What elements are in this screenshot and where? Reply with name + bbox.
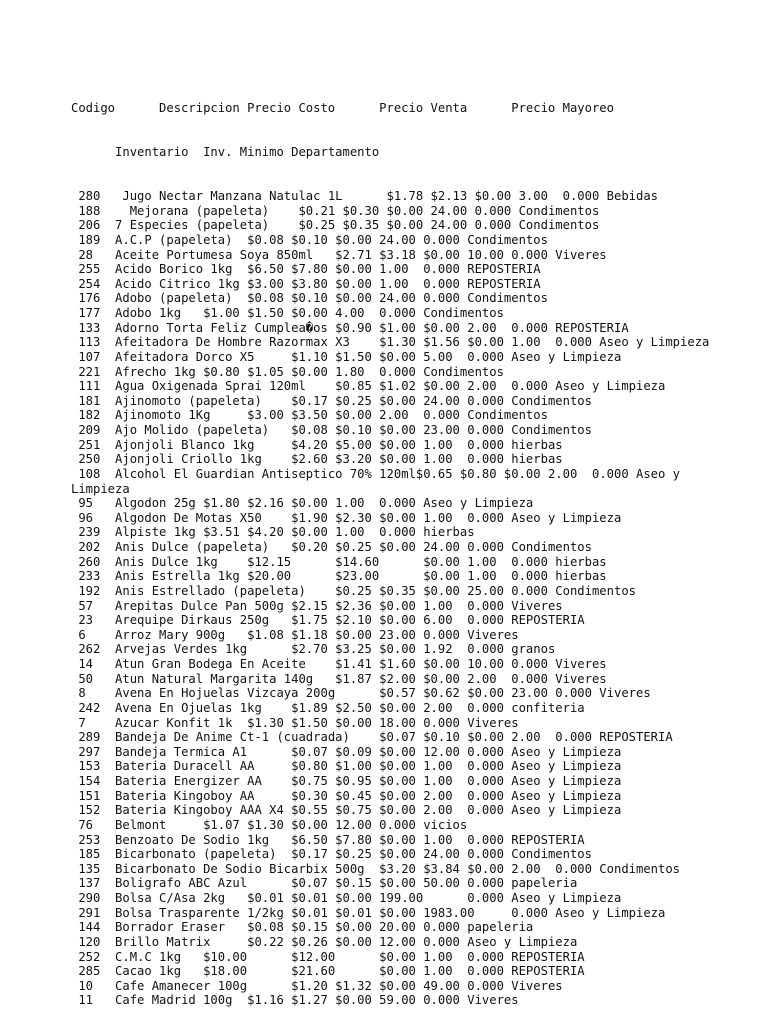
table-row: 153 Bateria Duracell AA $0.80 $1.00 $0.00 1.00 0.000 Aseo y Limpieza (71, 759, 622, 774)
table-row: 253 Benzoato De Sodio 1kg $6.50 $7.80 $0.00 1.00 0.000 REPOSTERIA (71, 832, 585, 847)
table-row: 144 Borrador Eraser $0.08 $0.15 $0.00 20.00 0.000 papeleria (71, 920, 534, 935)
table-row: 14 Atun Gran Bodega En Aceite $1.41 $1.60 $0.00 10.00 0.000 Viveres (71, 657, 607, 671)
table-row: 113 Afeitadora De Hombre Razormax X3 $1.30 $1.56 $0.00 1.00 0.000 Aseo y Limpieza (71, 335, 710, 350)
table-row: 177 Adobo 1kg $1.00 $1.50 $0.00 4.00 0.000 Condimentos (71, 306, 504, 320)
table-row: 181 Ajinomoto (papeleta) $0.17 $0.25 $0.00 24.00 0.000 Condimentos (71, 393, 592, 408)
table-row: 151 Bateria Kingoboy AA $0.30 $0.45 $0.00 2.00 0.000 Aseo y Limpieza (71, 788, 622, 803)
table-row: 152 Bateria Kingoboy AAA X4 $0.55 $0.75 $0.00 2.00 0.000 Aseo y Limpieza (71, 803, 622, 818)
table-row: 262 Arvejas Verdes 1kg $2.70 $3.25 $0.00 1.92 0.000 granos (71, 642, 556, 657)
table-row: 133 Adorno Torta Feliz Cumplea�os $0.90 $1.00 $0.00 2.00 0.000 REPOSTERIA (71, 320, 629, 335)
table-row: 192 Anis Estrellado (papeleta) $0.25 $0.35 $0.00 25.00 0.000 Condimentos (71, 583, 636, 598)
table-row: 250 Ajonjoli Criollo 1kg $2.60 $3.20 $0.00 1.00 0.000 hierbas (71, 452, 563, 467)
table-row: 95 Algodon 25g $1.80 $2.16 $0.00 1.00 0.000 Aseo y Limpieza (71, 496, 534, 511)
table-row: 182 Ajinomoto 1Kg $3.00 $3.50 $0.00 2.00 0.000 Condimentos (71, 408, 548, 423)
table-row: 252 C.M.C 1kg $10.00 $12.00 $0.00 1.00 0.000 REPOSTERIA (71, 949, 585, 964)
table-row: 23 Arequipe Dirkaus 250g $1.75 $2.10 $0.00 6.00 0.000 REPOSTERIA (71, 613, 585, 628)
table-row: 239 Alpiste 1kg $3.51 $4.20 $0.00 1.00 0.000 hierbas (71, 525, 475, 540)
table-row: 202 Anis Dulce (papeleta) $0.20 $0.25 $0.00 24.00 0.000 Condimentos (71, 540, 592, 554)
table-row: 188 Mejorana (papeleta) $0.21 $0.30 $0.00 24.00 0.000 Condimentos (71, 203, 600, 218)
column-header-line: Codigo Descripcion Precio Costo Precio Venta Precio Mayoreo (71, 101, 614, 116)
table-row: 189 A.C.P (papeleta) $0.08 $0.10 $0.00 24.00 0.000 Condimentos (71, 232, 548, 247)
table-row: 254 Acido Citrico 1kg $3.00 $3.80 $0.00 1.00 0.000 REPOSTERIA (71, 276, 541, 291)
table-row: 108 Alcohol El Guardian Antiseptico 70% 120ml$0.65 $0.80 $0.00 2.00 0.000 Aseo y Limpieza (71, 466, 688, 496)
table-row: 111 Agua Oxigenada Sprai 120ml $0.85 $1.02 $0.00 2.00 0.000 Aseo y Limpieza (71, 379, 666, 394)
table-row: 209 Ajo Molido (papeleta) $0.08 $0.10 $0.00 23.00 0.000 Condimentos (71, 423, 592, 437)
table-row: 107 Afeitadora Dorco X5 $1.10 $1.50 $0.00 5.00 0.000 Aseo y Limpieza (71, 349, 622, 364)
table-row: 76 Belmont $1.07 $1.30 $0.00 12.00 0.000 vicios (71, 817, 468, 832)
table-row: 120 Brillo Matrix $0.22 $0.26 $0.00 12.00 0.000 Aseo y Limpieza (71, 934, 578, 949)
table-row: 6 Arroz Mary 900g $1.08 $1.18 $0.00 23.00 0.000 Viveres (71, 627, 519, 642)
table-row: 10 Cafe Amanecer 100g $1.20 $1.32 $0.00 49.00 0.000 Viveres (71, 978, 563, 993)
inventory-listing (71, 72, 711, 1023)
table-row: 7 Azucar Konfit 1k $1.30 $1.50 $0.00 18.00 0.000 Viveres (71, 715, 519, 730)
table-row: 154 Bateria Energizer AA $0.75 $0.95 $0.00 1.00 0.000 Aseo y Limpieza (71, 774, 622, 788)
table-row: 57 Arepitas Dulce Pan 500g $2.15 $2.36 $0.00 1.00 0.000 Viveres (71, 598, 563, 613)
table-row: 280 Jugo Nectar Manzana Natulac 1L $1.78 $2.13 $0.00 3.00 0.000 Bebidas (71, 189, 659, 203)
table-row: 8 Avena En Hojuelas Vizcaya 200g $0.57 $0.62 $0.00 23.00 0.000 Viveres (71, 686, 651, 701)
table-row: 176 Adobo (papeleta) $0.08 $0.10 $0.00 24.00 0.000 Condimentos (71, 291, 548, 306)
inventory-rows (71, 189, 711, 1008)
table-row: 233 Anis Estrella 1kg $20.00 $23.00 $0.00 1.00 0.000 hierbas (71, 569, 607, 584)
column-header-line-2: Inventario Inv. Minimo Departamento (71, 145, 380, 160)
table-row: 260 Anis Dulce 1kg $12.15 $14.60 $0.00 1.00 0.000 hierbas (71, 554, 607, 569)
table-row: 289 Bandeja De Anime Ct-1 (cuadrada) $0.07 $0.10 $0.00 2.00 0.000 REPOSTERIA (71, 730, 673, 745)
table-row: 255 Acido Borico 1kg $6.50 $7.80 $0.00 1.00 0.000 REPOSTERIA (71, 262, 541, 277)
table-row: 96 Algodon De Motas X50 $1.90 $2.30 $0.00 1.00 0.000 Aseo y Limpieza (71, 510, 622, 525)
table-row: 290 Bolsa C/Asa 2kg $0.01 $0.01 $0.00 199.00 0.000 Aseo y Limpieza (71, 891, 622, 905)
table-row: 242 Avena En Ojuelas 1kg $1.89 $2.50 $0.00 2.00 0.000 confiteria (71, 700, 585, 715)
table-row: 137 Boligrafo ABC Azul $0.07 $0.15 $0.00 50.00 0.000 papeleria (71, 876, 578, 891)
table-row: 291 Bolsa Trasparente 1/2kg $0.01 $0.01 $0.00 1983.00 0.000 Aseo y Limpieza (71, 905, 666, 920)
table-row: 251 Ajonjoli Blanco 1kg $4.20 $5.00 $0.00 1.00 0.000 hierbas (71, 437, 563, 452)
table-row: 50 Atun Natural Margarita 140g $1.87 $2.00 $0.00 2.00 0.000 Viveres (71, 671, 607, 686)
table-row: 206 7 Especies (papeleta) $0.25 $0.35 $0.00 24.00 0.000 Condimentos (71, 218, 600, 233)
table-row: 135 Bicarbonato De Sodio Bicarbix 500g $3.20 $3.84 $0.00 2.00 0.000 Condimentos (71, 861, 681, 876)
table-row: 221 Afrecho 1kg $0.80 $1.05 $0.00 1.80 0.000 Condimentos (71, 364, 504, 379)
table-row: 297 Bandeja Termica A1 $0.07 $0.09 $0.00 12.00 0.000 Aseo y Limpieza (71, 744, 622, 759)
table-row: 11 Cafe Madrid 100g $1.16 $1.27 $0.00 59.00 0.000 Viveres (71, 993, 519, 1008)
table-row: 285 Cacao 1kg $18.00 $21.60 $0.00 1.00 0.000 REPOSTERIA (71, 964, 585, 979)
table-row: 28 Aceite Portumesa Soya 850ml $2.71 $3.18 $0.00 10.00 0.000 Viveres (71, 247, 607, 262)
table-row: 185 Bicarbonato (papeleta) $0.17 $0.25 $0.00 24.00 0.000 Condimentos (71, 847, 592, 862)
